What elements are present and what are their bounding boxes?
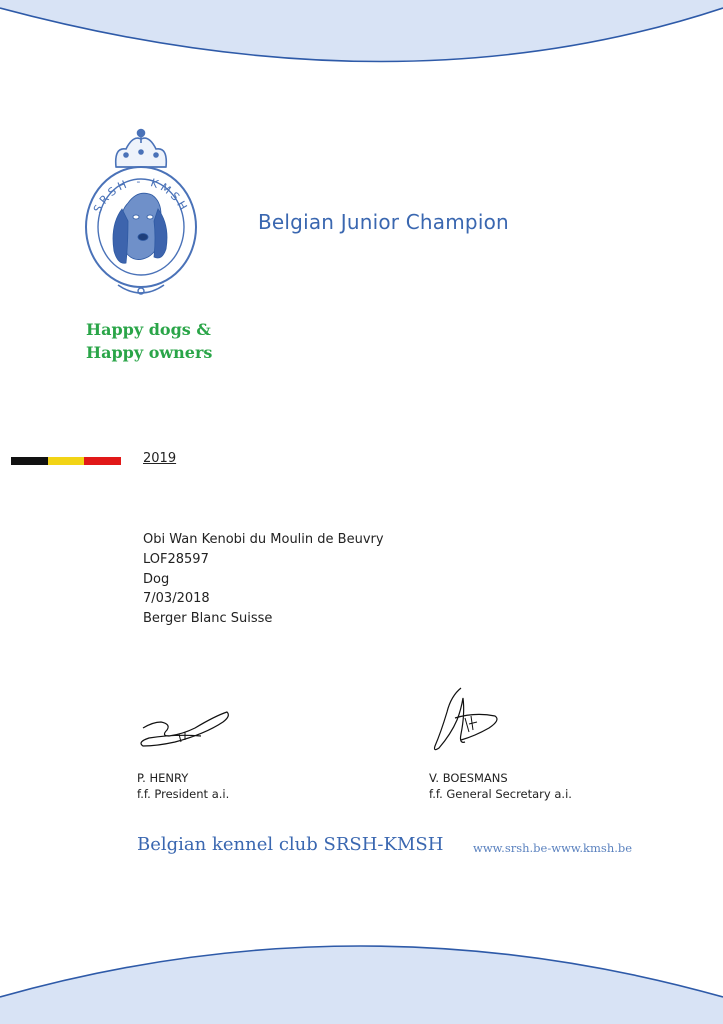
flag-yellow-stripe (48, 457, 85, 465)
logo-ring-text: SRSH - KMSH (90, 174, 192, 216)
slogan-line-2: Happy owners (86, 343, 213, 362)
signer-left (137, 770, 229, 802)
signer-right-name: V. BOESMANS (429, 771, 508, 785)
flag-red-stripe (84, 457, 121, 465)
signature-right (425, 684, 505, 756)
signer-right (429, 770, 572, 802)
certificate-title: Belgian Junior Champion (258, 210, 509, 234)
slogan-line-1: Happy dogs & (86, 320, 211, 339)
championship-year: 2019 (143, 451, 177, 466)
signature-left (135, 700, 235, 762)
top-wave-decoration (0, 0, 723, 75)
footer-website: www.srsh.be-www.kmsh.be (473, 841, 633, 855)
club-slogan (86, 318, 212, 364)
dog-registration: LOF28597 (143, 551, 209, 567)
dog-details (143, 530, 384, 629)
signer-left-name: P. HENRY (137, 771, 189, 785)
dog-name: Obi Wan Kenobi du Moulin de Beuvry (143, 532, 384, 547)
signer-right-role: f.f. General Secretary a.i. (429, 787, 572, 801)
dog-birth-date: 7/03/2018 (143, 591, 210, 607)
flag-black-stripe (11, 457, 48, 465)
belgian-flag-bar (11, 457, 121, 465)
club-logo (78, 125, 204, 305)
signer-left-role: f.f. President a.i. (137, 787, 230, 801)
dog-breed: Berger Blanc Suisse (143, 611, 273, 627)
dog-sex: Dog (143, 571, 170, 587)
footer-club-name: Belgian kennel club SRSH-KMSH (137, 834, 444, 855)
bottom-wave-decoration (0, 925, 723, 1024)
